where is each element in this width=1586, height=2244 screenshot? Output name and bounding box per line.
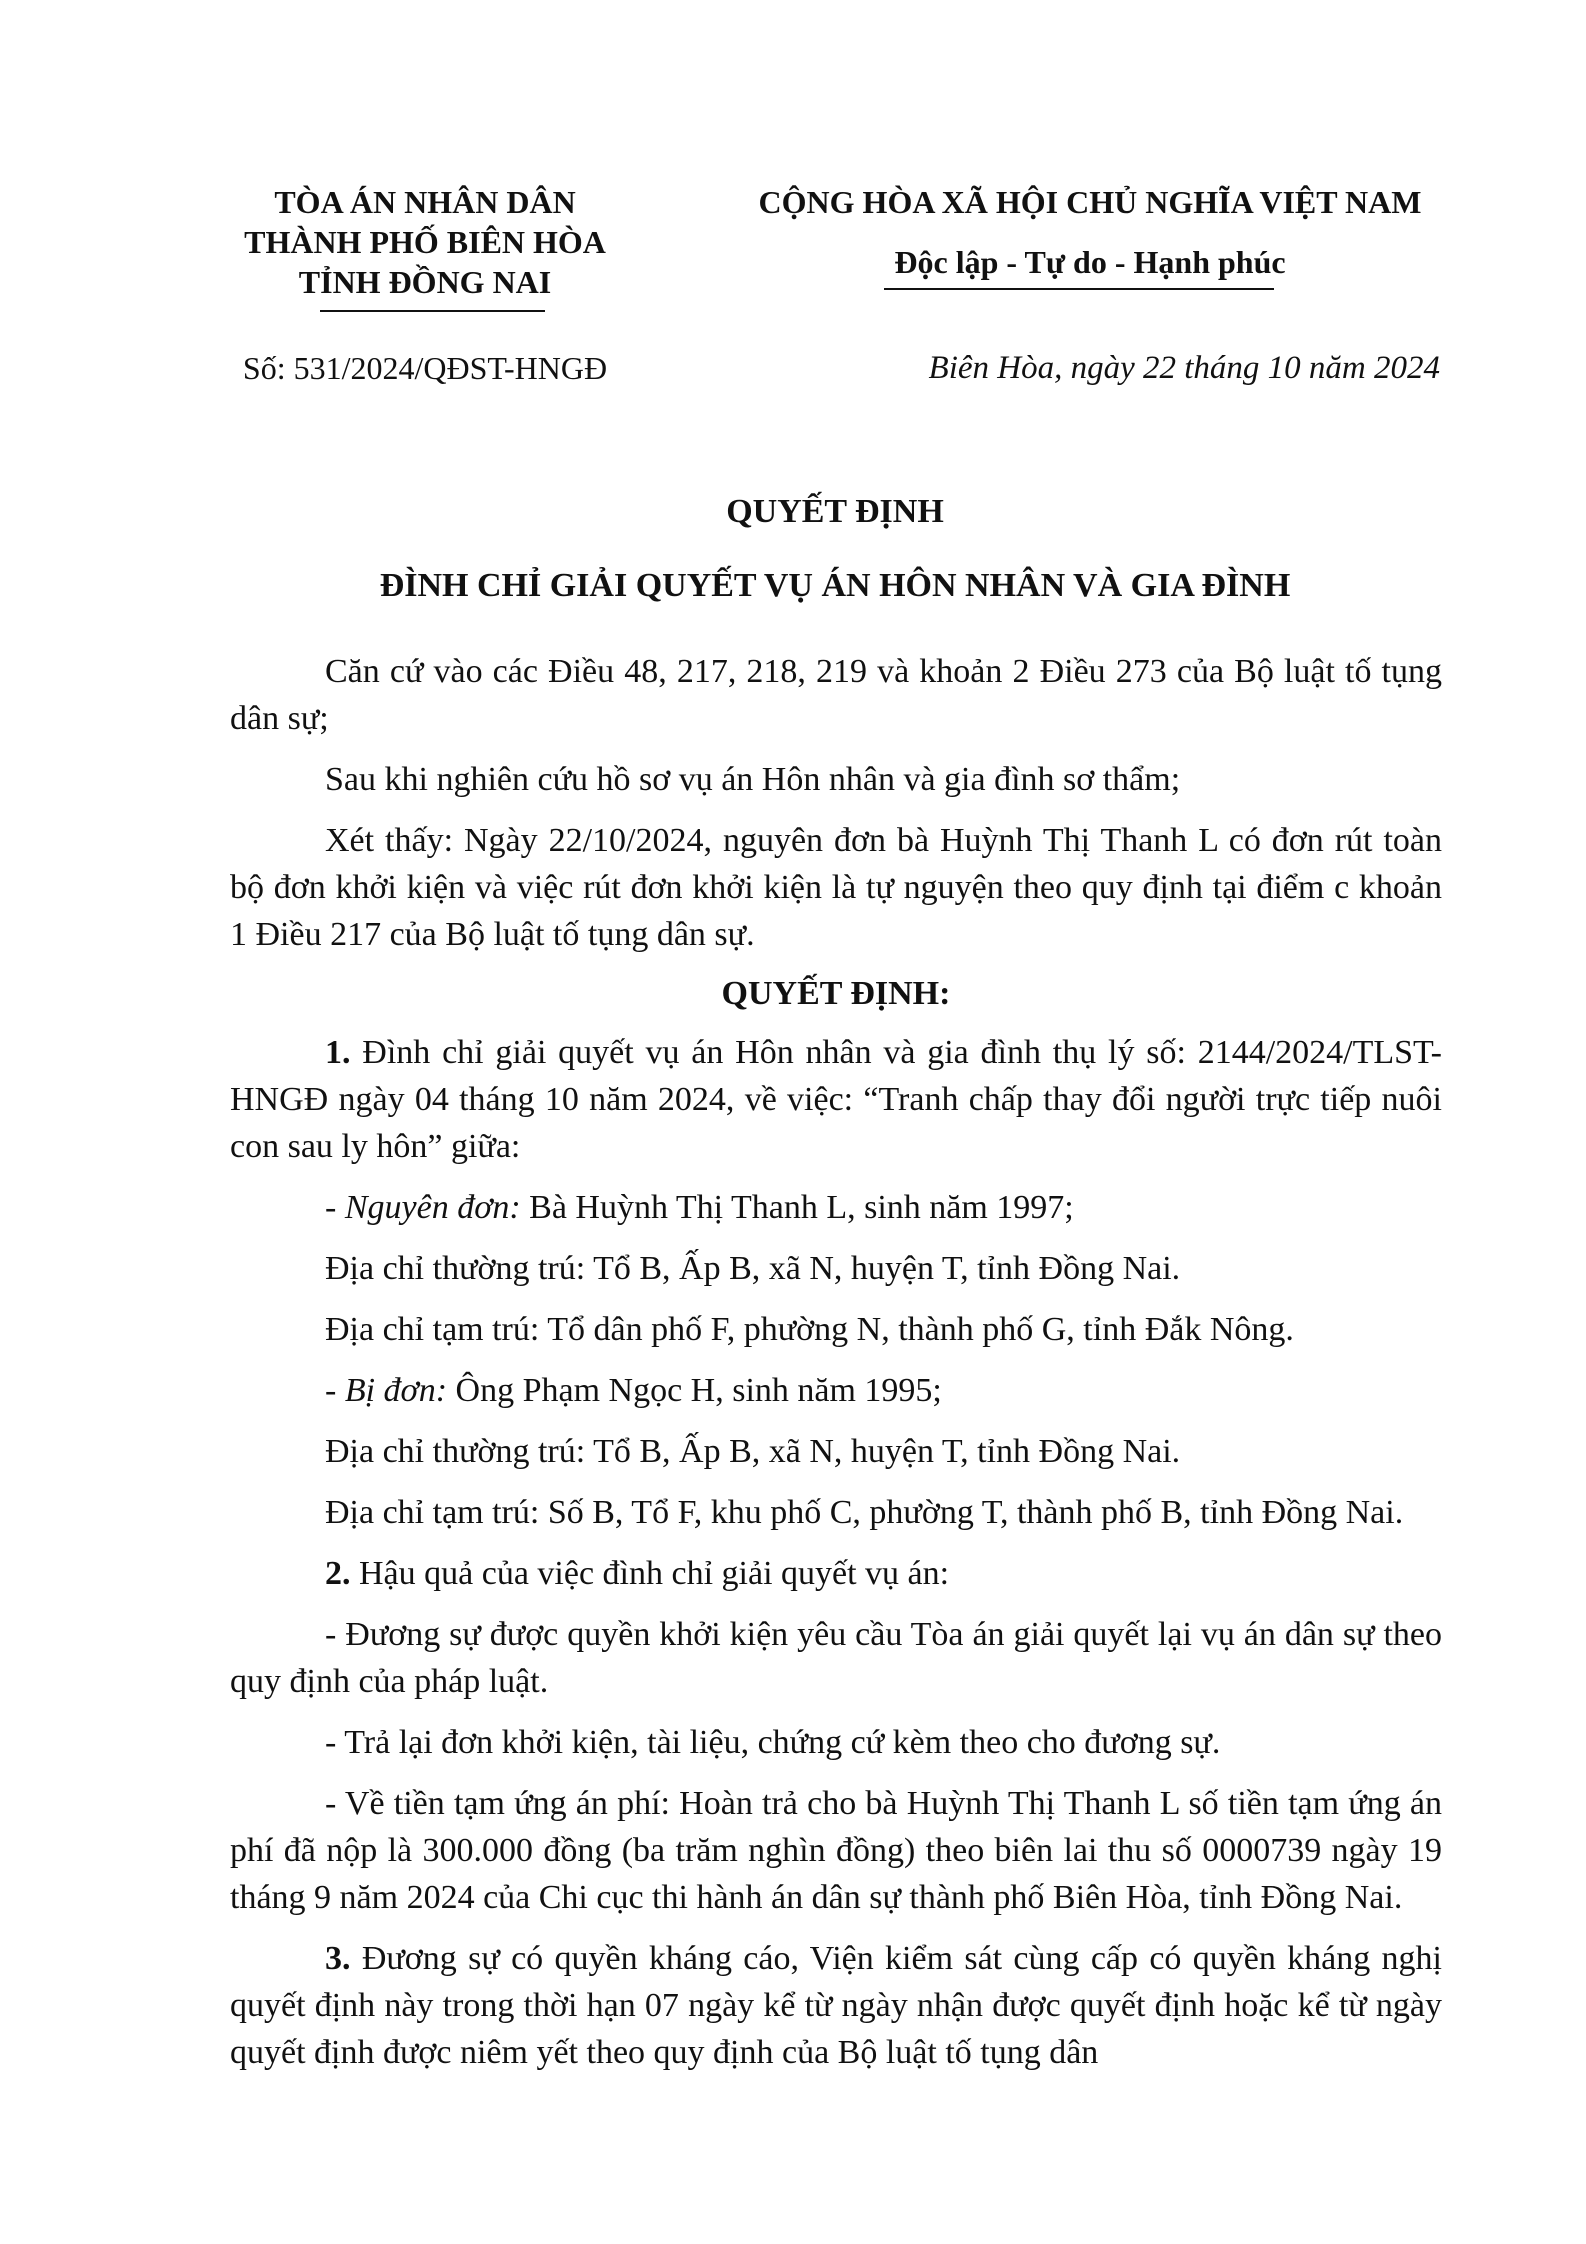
findings-paragraph: Xét thấy: Ngày 22/10/2024, nguyên đơn bà Huỳnh Thị Thanh L có đơn rút toàn bộ đơn khởi kiện và việc rút đơn khởi kiện là tự nguyện theo quy định tại điểm c khoản 1 Điều 217 của Bộ luật tố tụng dân sự. <box>230 822 1442 953</box>
decision-item-2 <box>230 1550 1442 1597</box>
document-body <box>230 648 1442 2076</box>
item-1-number: 1. <box>325 1034 351 1071</box>
item-1-text: Đình chỉ giải quyết vụ án Hôn nhân và gia đình thụ lý số: 2144/2024/TLST-HNGĐ ngày 04 tháng 10 năm 2024, về việc: “Tranh chấp thay đổi người trực tiếp nuôi con sau ly hôn” giữa: <box>230 1034 1443 1165</box>
court-line-2: THÀNH PHỐ BIÊN HÒA <box>244 224 606 260</box>
defendant-prefix: - <box>325 1372 345 1409</box>
motto-underline <box>884 288 1274 290</box>
review-paragraph: Sau khi nghiên cứu hồ sơ vụ án Hôn nhân và gia đình sơ thẩm; <box>325 761 1181 798</box>
defendant-temporary-address: Địa chỉ tạm trú: Số B, Tổ F, khu phố C, phường T, thành phố B, tỉnh Đồng Nai. <box>325 1494 1404 1531</box>
defendant-line <box>230 1367 1442 1414</box>
item-2-consequence-a: - Đương sự được quyền khởi kiện yêu cầu Tòa án giải quyết lại vụ án dân sự theo quy định của pháp luật. <box>230 1616 1442 1700</box>
plaintiff-temporary-address: Địa chỉ tạm trú: Tổ dân phố F, phường N, thành phố G, tỉnh Đắk Nông. <box>325 1311 1294 1348</box>
court-name-block <box>200 182 650 302</box>
decision-item-3 <box>230 1935 1442 2076</box>
decision-item-1 <box>230 1029 1442 1170</box>
national-header-block <box>740 182 1440 282</box>
court-line-1: TÒA ÁN NHÂN DÂN <box>274 184 576 220</box>
plaintiff-line <box>230 1184 1442 1231</box>
item-2-text: Hậu quả của việc đình chỉ giải quyết vụ án: <box>359 1555 950 1592</box>
plaintiff-prefix: - <box>325 1189 345 1226</box>
item-2-consequence-c: - Về tiền tạm ứng án phí: Hoàn trả cho bà Huỳnh Thị Thanh L số tiền tạm ứng án phí đã nộp là 300.000 đồng (ba trăm nghìn đồng) theo biên lai thu số 0000739 ngày 19 tháng 9 năm 2024 của Chi cục thi hành án dân sự thành phố Biên Hòa, tỉnh Đồng Nai. <box>230 1785 1442 1916</box>
plaintiff-label: Nguyên đơn: <box>344 1189 521 1226</box>
document-title: QUYẾT ĐỊNH <box>726 493 944 530</box>
plaintiff-permanent-address: Địa chỉ thường trú: Tổ B, Ấp B, xã N, huyện T, tỉnh Đồng Nai. <box>325 1250 1181 1287</box>
decision-heading: QUYẾT ĐỊNH: <box>721 975 951 1012</box>
place-and-date: Biên Hòa, ngày 22 tháng 10 năm 2024 <box>928 350 1440 386</box>
defendant-permanent-address: Địa chỉ thường trú: Tổ B, Ấp B, xã N, huyện T, tỉnh Đồng Nai. <box>325 1433 1181 1470</box>
item-2-number: 2. <box>325 1555 351 1592</box>
defendant-text: Ông Phạm Ngọc H, sinh năm 1995; <box>455 1372 942 1409</box>
national-motto: Độc lập - Tự do - Hạnh phúc <box>894 244 1286 280</box>
court-line-3: TỈNH ĐỒNG NAI <box>298 264 552 300</box>
legal-basis-paragraph: Căn cứ vào các Điều 48, 217, 218, 219 và khoản 2 Điều 273 của Bộ luật tố tụng dân sự; <box>230 653 1442 737</box>
document-number: Số: 531/2024/QĐST-HNGĐ <box>242 350 608 386</box>
plaintiff-text: Bà Huỳnh Thị Thanh L, sinh năm 1997; <box>529 1189 1074 1226</box>
item-3-text: Đương sự có quyền kháng cáo, Viện kiểm sát cùng cấp có quyền kháng nghị quyết định này trong thời hạn 07 ngày kể từ ngày nhận được quyết định hoặc kể từ ngày quyết định được niêm yết theo quy định của Bộ luật tố tụng dân <box>230 1940 1442 2071</box>
court-underline <box>320 310 545 312</box>
item-3-number: 3. <box>325 1940 351 1977</box>
defendant-label: Bị đơn: <box>344 1372 448 1409</box>
national-title: CỘNG HÒA XÃ HỘI CHỦ NGHĨA VIỆT NAM <box>758 184 1422 220</box>
item-2-consequence-b: - Trả lại đơn khởi kiện, tài liệu, chứng cứ kèm theo cho đương sự. <box>325 1724 1221 1761</box>
document-title-block <box>230 490 1440 608</box>
document-subtitle: ĐÌNH CHỈ GIẢI QUYẾT VỤ ÁN HÔN NHÂN VÀ GIA ĐÌNH <box>379 567 1291 604</box>
